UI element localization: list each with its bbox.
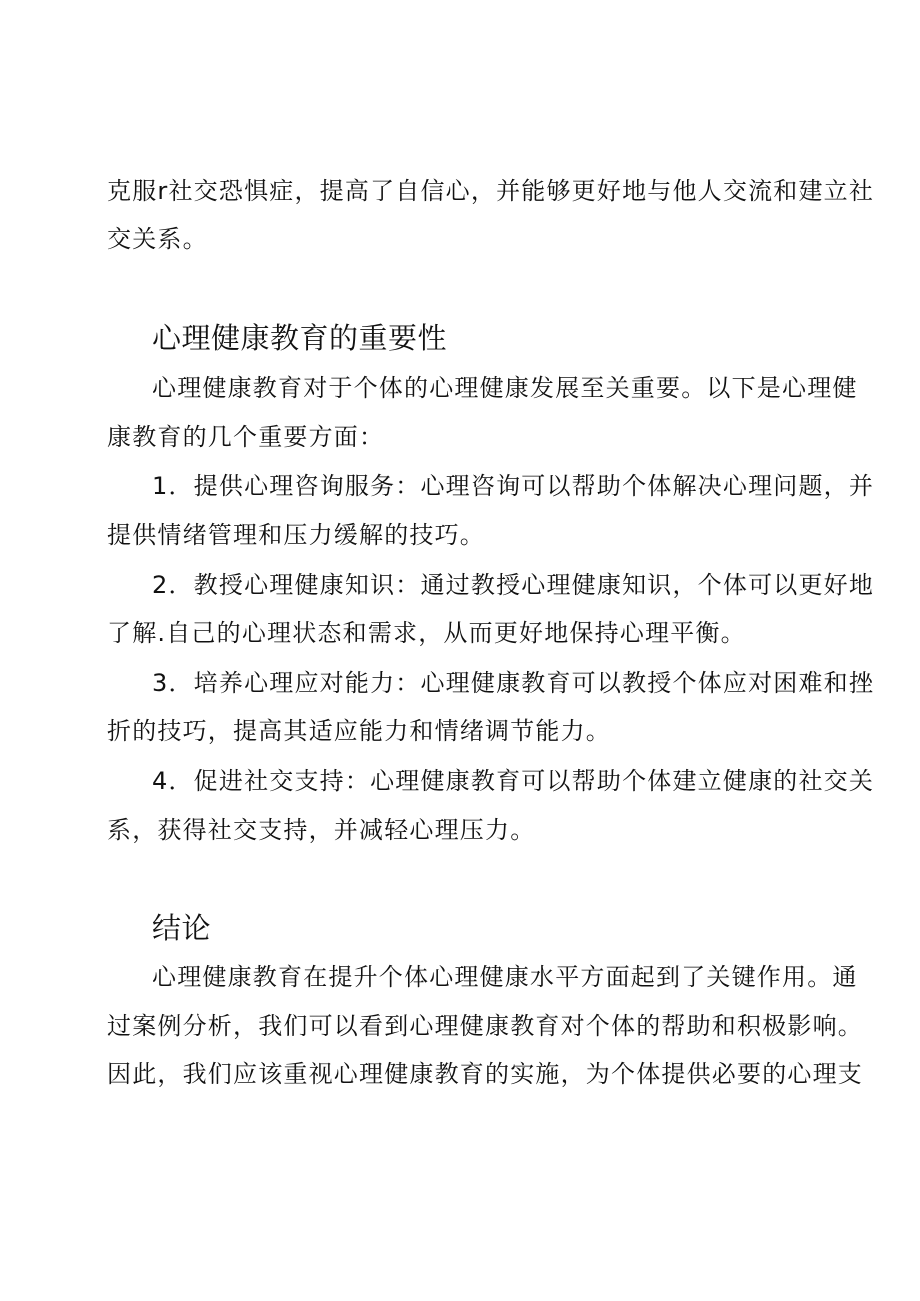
section-heading-importance: 心理健康教育的重要性 [152, 321, 448, 355]
list-item-2-line-1: 2．教授心理健康知识：通过教授心理健康知识，个体可以更好地 [152, 571, 875, 599]
list-item-1-line-2: 提供情绪管理和压力缓解的技巧。 [107, 521, 485, 549]
conclusion-line-3: 因此，我们应该重视心理健康教育的实施，为个体提供必要的心理支 [107, 1060, 863, 1088]
paragraph-line: 心理健康教育对于个体的心理健康发展至关重要。以下是心理健 [152, 374, 858, 402]
list-item-2-line-2: 了解.自己的心理状态和需求，从而更好地保持心理平衡。 [107, 619, 746, 647]
list-item-3-line-1: 3．培养心理应对能力：心理健康教育可以教授个体应对困难和挫 [152, 669, 875, 697]
intro-line-1: 克服r社交恐惧症，提高了自信心，并能够更好地与他人交流和建立社 [107, 177, 875, 205]
list-item-4-line-2: 系，获得社交支持，并减轻心理压力。 [107, 816, 536, 844]
conclusion-line-1: 心理健康教育在提升个体心理健康水平方面起到了关键作用。通 [152, 963, 858, 991]
list-item-3-line-2: 折的技巧，提高其适应能力和情绪调节能力。 [107, 717, 611, 745]
list-item-4-line-1: 4．促进社交支持：心理健康教育可以帮助个体建立健康的社交关 [152, 767, 875, 795]
paragraph-line: 康教育的几个重要方面： [107, 423, 385, 451]
section-heading-conclusion: 结论 [152, 911, 212, 945]
intro-line-2: 交关系。 [107, 225, 208, 253]
list-item-1-line-1: 1．提供心理咨询服务：心理咨询可以帮助个体解决心理问题，并 [152, 472, 875, 500]
conclusion-line-2: 过案例分析，我们可以看到心理健康教育对个体的帮助和积极影响。 [107, 1012, 863, 1040]
